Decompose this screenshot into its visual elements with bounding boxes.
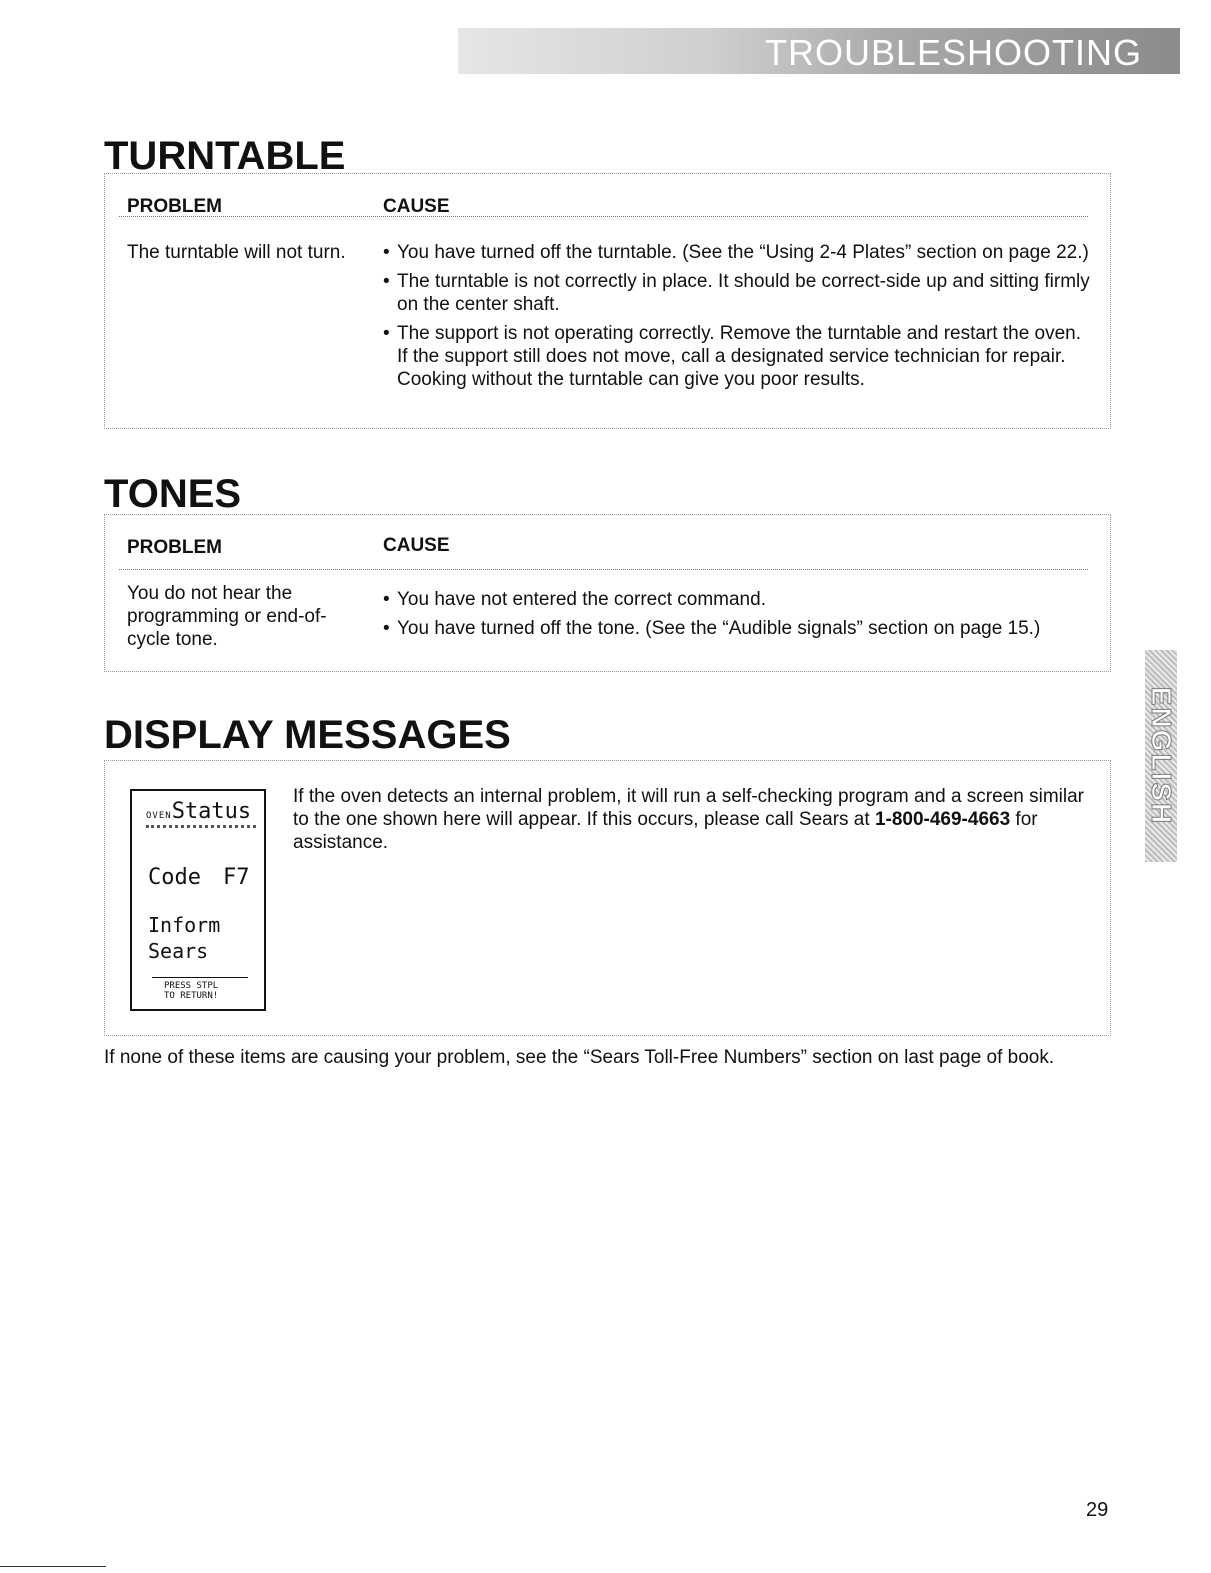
lcd-underline (146, 825, 256, 828)
tones-cause-list (373, 588, 1092, 646)
service-phone-number: 1-800-469-4663 (874, 809, 1011, 830)
bullet-icon: • (383, 242, 390, 263)
section-header-title: TROUBLESHOOTING (764, 32, 1142, 73)
bullet-icon: • (383, 589, 390, 610)
tones-cause-item (373, 617, 1092, 640)
tones-cause-text: You have not entered the correct command. (397, 589, 766, 610)
lcd-footer (164, 981, 218, 1001)
bottom-rule (0, 1566, 106, 1567)
description-text: If the oven detects an internal problem, it will run a self-checking program and a screen similar to the one shown here will appear. If this occurs, please call Sears at (293, 786, 1084, 830)
turntable-cause-item (373, 270, 1092, 316)
tones-problem-header: PROBLEM (127, 537, 222, 558)
lcd-divider (152, 977, 248, 978)
turntable-problem: The turntable will not turn. (127, 242, 346, 263)
lcd-code-value: F7 (222, 865, 250, 890)
language-tab (1145, 650, 1177, 862)
turntable-cause-header: CAUSE (383, 196, 450, 217)
turntable-title: TURNTABLE (104, 134, 346, 178)
language-tab-label: ENGLISH (1146, 686, 1177, 826)
page-number: 29 (1086, 1499, 1109, 1521)
turntable-cause-list (373, 241, 1092, 397)
turntable-header-rule (119, 216, 1088, 217)
display-messages-description (293, 785, 1093, 854)
section-header-bar (458, 28, 1180, 74)
tones-table (104, 514, 1111, 672)
lcd-footer-line: PRESS STPL (164, 981, 219, 991)
tones-problem: You do not hear the programming or end-of-cycle tone. (127, 583, 327, 650)
tones-header-rule (119, 569, 1088, 570)
lcd-inform-line: Inform (148, 913, 221, 937)
footer-note: If none of these items are causing your problem, see the “Sears Toll-Free Numbers” section on last page of book. (104, 1047, 1055, 1068)
lcd-code-label: Code (148, 865, 201, 890)
oven-status-screen-illustration (130, 789, 266, 1011)
lcd-sears-line: Sears (148, 939, 209, 963)
display-messages-box (104, 760, 1111, 1036)
tones-title: TONES (104, 472, 242, 516)
bullet-icon: • (383, 618, 390, 639)
turntable-cause-item (373, 241, 1092, 264)
tones-cause-header: CAUSE (383, 535, 450, 556)
tones-cause-item (373, 588, 1092, 611)
lcd-footer-line: TO RETURN! (164, 991, 219, 1001)
lcd-code-row (148, 865, 249, 890)
lcd-status-label: Status (171, 799, 252, 824)
turntable-table (104, 173, 1111, 429)
turntable-cause-item (373, 322, 1092, 391)
lcd-oven-label: OVEN (146, 811, 172, 821)
bullet-icon: • (383, 271, 390, 292)
description-text-end: for assistance. (293, 809, 1038, 853)
turntable-cause-text: The turntable is not correctly in place. It should be correct-side up and sitting firmly on the center shaft. (397, 271, 1090, 315)
display-messages-title: DISPLAY MESSAGES (104, 713, 511, 757)
turntable-cause-text: The support is not operating correctly. Remove the turntable and restart the oven. If the support still does not move, call a designated service technician for repair. Cooking without the turntable can give you poor results. (397, 323, 1082, 390)
lcd-status-row (146, 799, 251, 824)
turntable-cause-text: You have turned off the turntable. (See the “Using 2-4 Plates” section on page 22.) (397, 242, 1089, 263)
bullet-icon: • (383, 323, 390, 344)
tones-cause-text: You have turned off the tone. (See the “Audible signals” section on page 15.) (397, 618, 1041, 639)
turntable-problem-header: PROBLEM (127, 196, 222, 217)
